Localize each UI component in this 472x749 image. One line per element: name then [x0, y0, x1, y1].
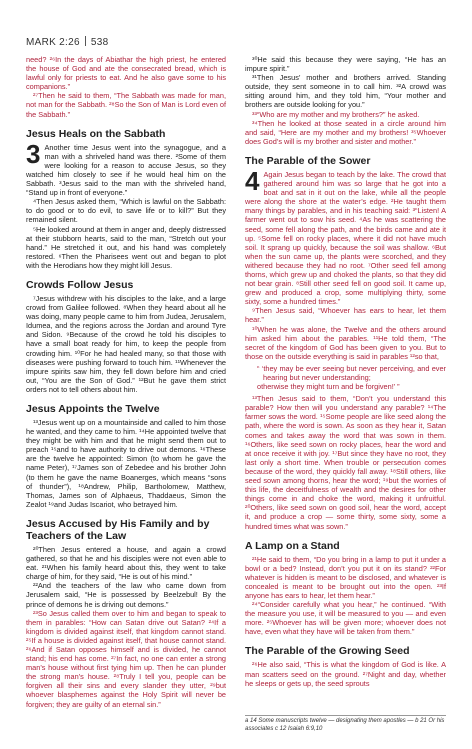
paragraph: ²³So Jesus called them over to him and began to speak to them in parables: “How can Satan drive out Satan? ²⁴If a kingdom is divided against itself, that kingdom cannot stand. ²⁵If a house is divided against itself, that house cannot stand. ²⁶And if Satan opposes himself and is divided, he cannot stand; his end has come. ²⁷In fact, no one can enter a strong man’s house without first tying him up. Then he can plunder the strong man’s house. ²⁸Truly I tell you, people can be forgiven all their sins and every slander they utter, ²⁹but whoever blasphemes against the Holy Spirit will never be forgiven; they are guilty of an eternal sin.” [26, 608, 226, 709]
paragraph: ²⁶He also said, “This is what the kingdom of God is like. A man scatters seed on the ground. ²⁷Night and day, whether he sleeps or gets up, the seed sprouts [245, 660, 446, 688]
left-column [26, 55, 226, 709]
page-number: 538 [90, 37, 109, 48]
paragraph: ²²And the teachers of the law who came down from Jerusalem said, “He is possessed by Beelzebul! By the prince of demons he is driving out demons.” [26, 581, 226, 609]
paragraph: ³³“Who are my mother and my brothers?” he asked. [252, 109, 420, 119]
section-heading: Crowds Follow Jesus [26, 278, 134, 291]
paragraph: ⁵He looked around at them in anger and, deeply distressed at their stubborn hearts, said to the man, “Stretch out your hand.” He stretched it out, and his hand was completely restored. ⁶Then the Pharisees went out and began to plot with the Herodians how they might kill Jesus. [26, 224, 226, 270]
paragraph: ²¹He said to them, “Do you bring in a lamp to put it under a bowl or a bed? Instead, don’t you put it on its stand? ²²For whatever is hidden is meant to be disclosed, and whatever is concealed is meant to be brought out into the open. ²³If anyone has ears to hear, let them hear.” [245, 554, 446, 600]
header-divider [85, 36, 86, 46]
section-heading: Jesus Heals on the Sabbath [26, 127, 166, 140]
paragraph: ⁷Jesus withdrew with his disciples to the lake, and a large crowd from Galilee followed. ⁸When they heard about all he was doing, many people came to him from Judea, Jerusalem, Idumea, and the regions across the Jordan and around Tyre and Sidon. ⁹Because of the crowd he told his disciples to have a small boat ready for him, to keep the people from crowding him. ¹⁰For he had healed many, so that those with diseases were pushing forward to touch him. ¹¹Whenever the impure spirits saw him, they fell down before him and cried out, “You are the Son of God.” ¹²But he gave them strict orders not to tell others about him. [26, 293, 227, 394]
footnotes: a 14 Some manuscripts twelve — designating them apostles — b 21 Or his associates c 12 Isaiah 6:9,10 [245, 715, 446, 733]
paragraph: ¹⁰When he was alone, the Twelve and the others around him asked him about the parables. ¹¹He told them, “The secret of the kingdom of God has been given to you. But to those on the outside everything is said in parables ¹²so that, [245, 324, 446, 361]
paragraph: 3 Another time Jesus went into the synagogue, and a man with a shriveled hand was there. ²Some of them were looking for a reason to accuse Jesus, so they watched him closely to see if he would heal him on the Sabbath. ³Jesus said to the man with the shriveled hand, “Stand up in front of everyone.” [26, 138, 226, 198]
running-header [26, 36, 108, 48]
paragraph: ⁹Then Jesus said, “Whoever has ears to hear, let them hear.” [245, 306, 446, 325]
section-heading: Jesus Accused by His Family and by Teachers of the Law [26, 517, 210, 542]
paragraph: ³¹Then Jesus’ mother and brothers arrived. Standing outside, they sent someone in to call him. ³²A crowd was sitting around him, and they told him, “Your mother and brothers are outside looking for you.” [245, 73, 446, 110]
poem-line: otherwise they might turn and be forgiven!’ ” [257, 382, 400, 392]
right-column [245, 55, 446, 688]
paragraph: need? ²⁶In the days of Abiathar the high priest, he entered the house of God and ate the consecrated bread, which is lawful only for priests to eat. And he also gave some to his companions.” [26, 55, 226, 92]
paragraph: ⁴Then Jesus asked them, “Which is lawful on the Sabbath: to do good or to do evil, to save life or to kill?” But they remained silent. [26, 197, 226, 225]
paragraph: ²⁴“Consider carefully what you hear,” he continued. “With the measure you use, it will be measured to you — and even more. ²⁵Whoever has will be given more; whoever does not have, even what they have will be taken from them.” [245, 600, 446, 637]
section-heading: The Parable of the Sower [245, 154, 371, 167]
paragraph: ²⁰Then Jesus entered a house, and again a crowd gathered, so that he and his disciples were not even able to eat. ²¹When his family heard about this, they went to take charge of him, for they said, “He is out of his mind.” [26, 544, 226, 582]
poem-line: “ ‘they may be ever seeing but never perceiving, and ever hearing but never understanding; [257, 363, 446, 382]
chapter-reference: MARK 2:26 [26, 37, 80, 48]
section-heading: Jesus Appoints the Twelve [26, 403, 160, 415]
chapter-number: 3 [26, 138, 41, 169]
section-heading: The Parable of the Growing Seed [245, 645, 410, 658]
section-heading: A Lamp on a Stand [245, 539, 340, 552]
paragraph: ³⁴Then he looked at those seated in a circle around him and said, “Here are my mother and my brothers! ³⁵Whoever does God’s will is my brother and sister and mother.” [245, 118, 446, 146]
paragraph: ²⁷Then he said to them, “The Sabbath was made for man, not man for the Sabbath. ²⁸So the Son of Man is Lord even of the Sabbath.” [26, 91, 226, 119]
paragraph: ³⁰He said this because they were saying, “He has an impure spirit.” [245, 55, 446, 74]
paragraph: 4 Again Jesus began to teach by the lake. The crowd that gathered around him was so large that he got into a boat and sat in it out on the lake, while all the people were along the shore at the water’s edge. ²He taught them many things by parables, and in his teaching said: ³“Listen! A farmer went out to sow his seed. ⁴As he was scattering the seed, some fell along the path, and the birds came and ate it up. ⁵Some fell on rocky places, where it did not have much soil. It sprang up quickly, because the soil was shallow. ⁶But when the sun came up, the plants were scorched, and they withered because they had no root. ⁷Other seed fell among thorns, which grew up and choked the plants, so that they did not bear grain. ⁸Still other seed fell on good soil. It came up, grew and produced a crop, some multiplying thirty, some sixty, some a hundred times.” [245, 165, 446, 307]
poetry-quote [245, 364, 446, 391]
chapter-number: 4 [245, 165, 260, 196]
paragraph: ¹³Jesus went up on a mountainside and called to him those he wanted, and they came to him. ¹⁴He appointed twelve that they might be with him and that he might send them out to preach ¹⁵and to have authority to drive out demons. ¹⁶These are the twelve he appointed: Simon (to whom he gave the name Peter), ¹⁷James son of Zebedee and his brother John (to them he gave the name Boanerges, which means “sons of thunder”), ¹⁸Andrew, Philip, Bartholomew, Matthew, Thomas, James son of Alphaeus, Thaddaeus, Simon the Zealot ¹⁹and Judas Iscariot, who betrayed him. [26, 418, 226, 509]
paragraph: ¹³Then Jesus said to them, “Don’t you understand this parable? How then will you understand any parable? ¹⁴The farmer sows the word. ¹⁵Some people are like seed along the path, where the word is sown. As soon as they hear it, Satan comes and takes away the word that was sown in them. ¹⁶Others, like seed sown on rocky places, hear the word and at once receive it with joy. ¹⁷But since they have no root, they last only a short time. When trouble or persecution comes because of the word, they quickly fall away. ¹⁸Still others, like seed sown among thorns, hear the word; ¹⁹but the worries of this life, the deceitfulness of wealth and the desires for other things come in and choke the word, making it unfruitful. ²⁰Others, like seed sown on good soil, hear the word, accept it, and produce a crop — some thirty, some sixty, some a hundred times what was sown.” [245, 394, 446, 531]
